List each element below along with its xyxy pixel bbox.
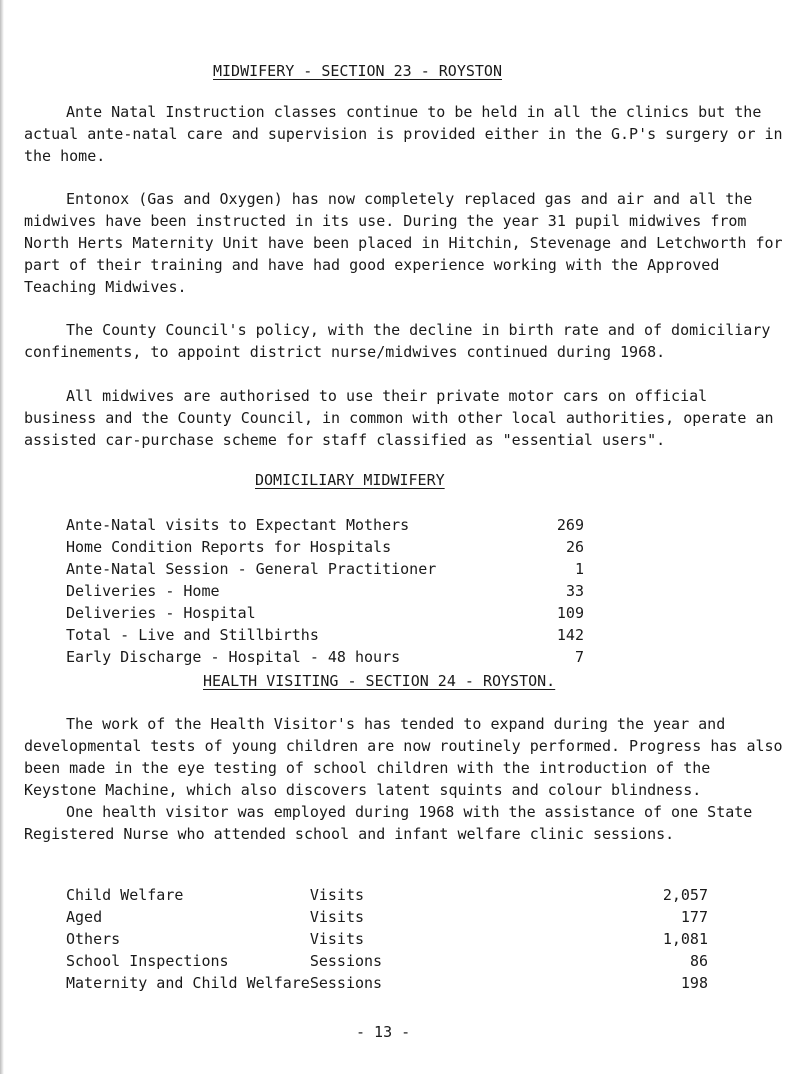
row-label: Total - Live and Stillbirths [66, 626, 319, 644]
table-row [66, 972, 708, 994]
row-value: 198 [680, 974, 708, 992]
row-unit: Sessions [309, 974, 383, 992]
row-category: Maternity and Child Welfare [66, 974, 310, 992]
health-visiting-paragraph-2 [24, 801, 784, 845]
midwifery-paragraph-2-text: Entonox (Gas and Oxygen) has now completely replaced gas and air and all the midwives have been instructed in its use. During the year 31 pupil midwives from North Herts Maternity Unit have been placed in Hitchin, Stevenage and Letchworth for part of their training and have had good experience working with the Approved Teaching Midwives. [24, 190, 783, 296]
health-visiting-table [66, 884, 708, 994]
row-value: 177 [680, 908, 708, 926]
table-row [66, 928, 708, 950]
table-row [66, 646, 584, 668]
table-row [66, 514, 584, 536]
section-24-heading: HEALTH VISITING - SECTION 24 - ROYSTON. [203, 672, 556, 690]
table-row [66, 558, 584, 580]
table-row [66, 624, 584, 646]
row-value: 2,057 [662, 886, 708, 904]
page-number: - 13 - [356, 1023, 411, 1041]
table-row [66, 580, 584, 602]
row-category: Child Welfare [66, 886, 184, 904]
row-unit: Visits [309, 886, 365, 904]
row-category: Others [66, 930, 121, 948]
row-label: Ante-Natal visits to Expectant Mothers [66, 516, 410, 534]
section-23-heading: MIDWIFERY - SECTION 23 - ROYSTON [213, 62, 502, 80]
table-row [66, 536, 584, 558]
row-value: 26 [565, 538, 584, 556]
midwifery-paragraph-4-text: All midwives are authorised to use their private motor cars on official business and the County Council, in common with other local authorities, operate an assisted car-purchase scheme for staff classified as "essential users". [24, 387, 774, 449]
row-value: 1,081 [662, 930, 708, 948]
row-value: 109 [556, 604, 584, 622]
scan-edge [0, 0, 4, 1074]
midwifery-paragraph-2 [24, 188, 784, 298]
row-label: Ante-Natal Session - General Practitioner [66, 560, 437, 578]
row-category: Aged [66, 908, 103, 926]
health-visiting-paragraph-2-text: One health visitor was employed during 1968 with the assistance of one State Registered Nurse who attended school and infant welfare clinic sessions. [24, 803, 753, 843]
row-label: Early Discharge - Hospital - 48 hours [66, 648, 401, 666]
table-row [66, 950, 708, 972]
row-value: 86 [689, 952, 708, 970]
row-value: 142 [556, 626, 584, 644]
row-label: Deliveries - Home [66, 582, 220, 600]
row-unit: Visits [309, 930, 365, 948]
midwifery-paragraph-3 [24, 319, 784, 363]
health-visiting-paragraph-1 [24, 713, 784, 801]
table-row [66, 602, 584, 624]
midwifery-paragraph-4 [24, 385, 784, 451]
row-value: 1 [574, 560, 584, 578]
midwifery-paragraph-3-text: The County Council's policy, with the decline in birth rate and of domiciliary confinements, to appoint district nurse/midwives continued during 1968. [24, 321, 771, 361]
midwifery-paragraph-1-text: Ante Natal Instruction classes continue to be held in all the clinics but the actual ante-natal care and supervision is provided either in the G.P's surgery or in the home. [24, 103, 783, 165]
row-unit: Sessions [309, 952, 383, 970]
midwifery-paragraph-1 [24, 101, 784, 167]
row-value: 7 [574, 648, 584, 666]
health-visiting-paragraph-1-text: The work of the Health Visitor's has tended to expand during the year and developmental tests of young children are now routinely performed. Progress has also been made in the eye testing of school children with the introduction of the Keystone Machine, which also discovers latent squints and colour blindness. [24, 715, 783, 799]
row-value: 269 [556, 516, 584, 534]
table-row [66, 884, 708, 906]
table-row [66, 906, 708, 928]
row-unit: Visits [309, 908, 365, 926]
domiciliary-table [66, 514, 584, 668]
row-value: 33 [565, 582, 584, 600]
row-label: Deliveries - Hospital [66, 604, 256, 622]
row-category: School Inspections [66, 952, 229, 970]
row-label: Home Condition Reports for Hospitals [66, 538, 392, 556]
domiciliary-heading: DOMICILIARY MIDWIFERY [255, 471, 445, 489]
